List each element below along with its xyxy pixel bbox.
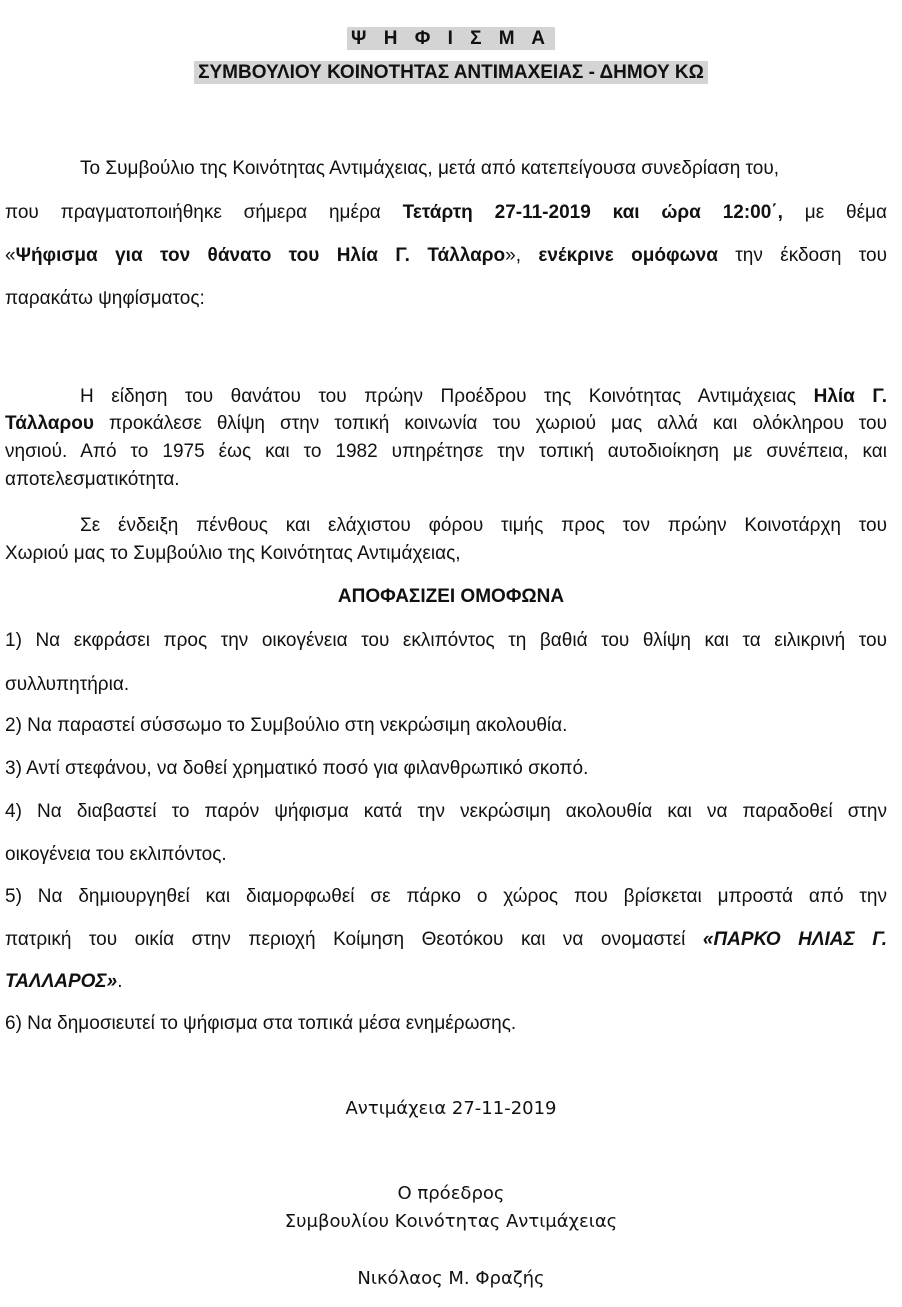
item-4-line-1: 4) Να διαβαστεί το παρόν ψήφισμα κατά την νεκρώσιμη ακολουθία και να παραδοθεί στην: [5, 801, 887, 822]
intro-line-1: Το Συμβούλιο της Κοινότητας Αντιμάχειας, μετά από κατεπείγουσα συνεδρίαση του,: [80, 158, 780, 179]
intro-line-2: που πραγματοποιήθηκε σήμερα ημέρα Τετάρτη 27-11-2019 και ώρα 12:00΄, με θέμα: [5, 202, 887, 223]
place-date: Αντιμάχεια 27-11-2019: [345, 1098, 557, 1119]
item-3: 3) Αντί στεφάνου, να δοθεί χρηματικό ποσό για φιλανθρωπικό σκοπό.: [5, 758, 589, 779]
item-6: 6) Να δημοσιευτεί το ψήφισμα στα τοπικά μέσα ενημέρωσης.: [5, 1013, 517, 1034]
signatory-role-1: Ο πρόεδρος: [397, 1183, 505, 1204]
body2-line-2: Χωριού μας το Συμβούλιο της Κοινότητας Αντιμάχειας,: [5, 543, 461, 564]
intro-line-3: «Ψήφισμα για τον θάνατο του Ηλία Γ. Τάλλαρο», ενέκρινε ομόφωνα την έκδοση του: [5, 245, 887, 266]
body1-line-3: νησιού. Από το 1975 έως και το 1982 υπηρέτησε την τοπική αυτοδιοίκηση με συνέπεια, και: [5, 441, 887, 462]
item-2: 2) Να παραστεί σύσσωμο το Συμβούλιο στη νεκρώσιμη ακολουθία.: [5, 715, 568, 736]
signatory-role-2: Συμβουλίου Κοινότητας Αντιμάχειας: [284, 1211, 618, 1232]
body1-line-4: αποτελεσματικότητα.: [5, 469, 180, 490]
body2-line-1: Σε ένδειξη πένθους και ελάχιστου φόρου τιμής προς τον πρώην Κοινοτάρχη του: [80, 515, 887, 536]
item-4-line-2: οικογένεια του εκλιπόντος.: [5, 844, 227, 865]
decision-title: ΑΠΟΦΑΣΙΖΕΙ ΟΜΟΦΩΝΑ: [337, 586, 565, 607]
document-subtitle: ΣΥΜΒΟΥΛΙΟΥ ΚΟΙΝΟΤΗΤΑΣ ΑΝΤΙΜΑΧΕΙΑΣ - ΔΗΜΟΥ ΚΩ: [0, 62, 902, 84]
item-5-line-2: πατρική του οικία στην περιοχή Κοίμηση Θεοτόκου και να ονομαστεί «ΠΑΡΚΟ ΗΛΙΑΣ Γ.: [5, 929, 887, 950]
body1-line-1: Η είδηση του θανάτου του πρώην Προέδρου της Κοινότητας Αντιμάχειας Ηλία Γ.: [80, 386, 887, 407]
item-5-line-3: ΤΑΛΛΑΡΟΣ».: [5, 971, 123, 992]
item-1-line-2: συλλυπητήρια.: [5, 674, 130, 695]
item-1-line-1: 1) Να εκφράσει προς την οικογένεια του εκλιπόντος τη βαθιά του θλίψη και τα ειλικρινή του: [5, 630, 887, 651]
document-title: Ψ Η Φ Ι Σ Μ Α: [0, 28, 902, 50]
signatory-name: Νικόλαος Μ. Φραζής: [357, 1268, 545, 1289]
intro-line-4: παρακάτω ψηφίσματος:: [5, 288, 205, 309]
body1-line-2: Τάλλαρου προκάλεσε θλίψη στην τοπική κοινωνία του χωριού μας αλλά και ολόκληρου του: [5, 413, 887, 434]
item-5-line-1: 5) Να δημιουργηθεί και διαμορφωθεί σε πάρκο ο χώρος που βρίσκεται μπροστά από την: [5, 886, 887, 907]
